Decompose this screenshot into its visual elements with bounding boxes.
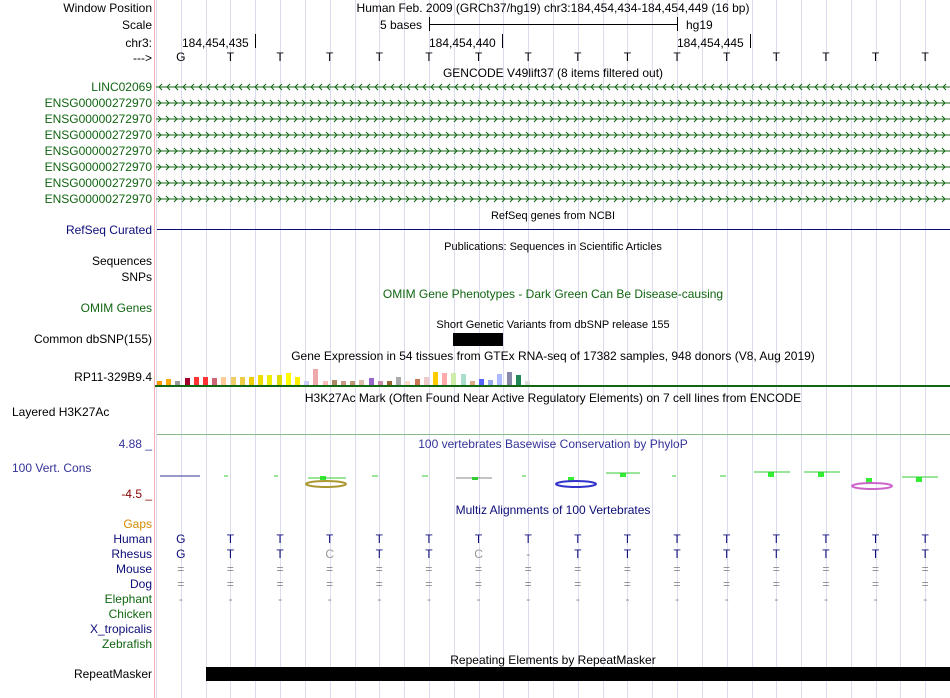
multiz-base: =: [872, 562, 880, 576]
gtex-track-title[interactable]: Gene Expression in 54 tissues from GTEx RNA-seq of 17382 samples, 948 donors (V8, Aug 2019): [291, 349, 815, 363]
publications-sequences-label[interactable]: Sequences: [91, 254, 152, 268]
gtex-tissue-bar[interactable]: [258, 375, 263, 385]
gencode-gene-arrows[interactable]: [156, 192, 950, 206]
multiz-base: =: [921, 577, 929, 591]
multiz-base: -: [724, 592, 729, 606]
multiz-base: -: [625, 592, 630, 606]
multiz-base: -: [923, 592, 928, 606]
gtex-tissue-bar[interactable]: [516, 375, 521, 385]
omim-track-title[interactable]: OMIM Gene Phenotypes - Dark Green Can Be Disease-causing: [382, 287, 724, 301]
multiz-base: =: [673, 562, 681, 576]
multiz-base: -: [327, 592, 332, 606]
multiz-base: T: [375, 532, 383, 546]
multiz-base: =: [177, 577, 185, 591]
multiz-base: =: [475, 562, 483, 576]
publications-track-title[interactable]: Publications: Sequences in Scientific Articles: [444, 241, 662, 253]
reference-base: T: [822, 50, 830, 64]
label-column-divider: [154, 0, 155, 698]
multiz-base: =: [723, 577, 731, 591]
multiz-base: =: [177, 562, 185, 576]
reference-base: T: [574, 50, 582, 64]
window-position-label: Window Position: [63, 1, 152, 15]
phylop-mark: [306, 481, 346, 487]
multiz-base: T: [574, 532, 582, 546]
multiz-base: T: [623, 532, 632, 546]
gtex-tissue-bar[interactable]: [497, 374, 502, 385]
gencode-gene-label[interactable]: LINC02069: [91, 80, 152, 94]
multiz-base: T: [375, 547, 383, 561]
multiz-species-label[interactable]: X_tropicalis: [89, 622, 152, 636]
reference-base: T: [921, 50, 929, 64]
scale-bases-text: 5 bases: [380, 18, 423, 32]
gencode-gene-label[interactable]: ENSG00000272970: [44, 144, 152, 158]
multiz-base: -: [377, 592, 382, 606]
scale-bar: [429, 17, 678, 31]
gtex-tissue-bar[interactable]: [267, 375, 272, 385]
multiz-base: =: [326, 562, 334, 576]
multiz-base: =: [276, 577, 284, 591]
gtex-gene-extent-line: [155, 385, 950, 387]
multiz-base: =: [375, 577, 383, 591]
multiz-base: =: [921, 562, 929, 576]
multiz-base: T: [871, 547, 880, 561]
reference-base: T: [673, 50, 681, 64]
multiz-base: =: [375, 562, 383, 576]
phylop-mark: [916, 477, 922, 482]
gtex-tissue-bar[interactable]: [277, 375, 282, 385]
multiz-base: T: [276, 547, 284, 561]
multiz-base: =: [574, 562, 582, 576]
gtex-tissue-bar[interactable]: [249, 377, 254, 385]
multiz-base: T: [226, 547, 235, 561]
gtex-tissue-bar[interactable]: [221, 377, 226, 385]
multiz-base: T: [921, 547, 929, 561]
multiz-track-title[interactable]: Multiz Alignments of 100 Vertebrates: [455, 503, 651, 517]
h3k27ac-track-title[interactable]: H3K27Ac Mark (Often Found Near Active Regulatory Elements) on 7 cell lines from ENCODE: [304, 391, 802, 405]
gencode-gene-label[interactable]: ENSG00000272970: [44, 128, 152, 142]
multiz-base: T: [772, 532, 780, 546]
multiz-base: -: [178, 592, 183, 606]
multiz-base: T: [921, 532, 929, 546]
multiz-base: T: [673, 532, 681, 546]
multiz-base: T: [723, 532, 731, 546]
repeatmasker-element-block[interactable]: [206, 667, 950, 681]
phylop-mark: [620, 473, 626, 477]
multiz-base: =: [276, 562, 284, 576]
gtex-tissue-bar[interactable]: [461, 374, 466, 385]
publications-snps-label[interactable]: SNPs: [121, 270, 152, 284]
gtex-tissue-bar[interactable]: [231, 377, 236, 385]
phylop-max-value: 4.88 _: [118, 437, 152, 451]
gtex-tissue-bar[interactable]: [433, 372, 438, 385]
reference-base: T: [226, 50, 235, 64]
phylop-track-label[interactable]: 100 Vert. Cons: [12, 461, 92, 475]
gtex-tissue-bar[interactable]: [194, 377, 199, 385]
multiz-base: =: [772, 562, 780, 576]
multiz-base: -: [526, 547, 531, 561]
multiz-base: G: [176, 547, 186, 561]
multiz-species-label[interactable]: Rhesus: [111, 547, 152, 561]
multiz-base: T: [574, 547, 582, 561]
reference-base: T: [871, 50, 880, 64]
multiz-base: T: [623, 547, 632, 561]
reference-base: T: [326, 50, 334, 64]
position-tick-mark-3: [750, 34, 751, 48]
h3k27ac-baseline: [157, 434, 950, 435]
reference-base: T: [524, 50, 532, 64]
multiz-base: T: [673, 547, 681, 561]
dbsnp-track-label[interactable]: Common dbSNP(155): [33, 332, 152, 346]
reference-base: T: [425, 50, 433, 64]
multiz-base: =: [673, 577, 681, 591]
phylop-mark: [768, 472, 774, 477]
phylop-mark: [556, 481, 596, 487]
multiz-base: =: [822, 562, 830, 576]
multiz-base: =: [226, 562, 234, 576]
multiz-base: T: [772, 547, 780, 561]
gtex-tissue-bar[interactable]: [203, 377, 208, 385]
multiz-base: -: [278, 592, 283, 606]
gencode-gene-arrows[interactable]: [156, 96, 950, 110]
multiz-base: =: [524, 577, 532, 591]
repeatmasker-track-label[interactable]: RepeatMasker: [73, 667, 152, 681]
gtex-tissue-bar[interactable]: [185, 378, 190, 385]
phylop-min-value: -4.5 _: [121, 487, 152, 501]
gtex-tissue-bar[interactable]: [424, 377, 429, 385]
dbsnp-variant-block[interactable]: [453, 333, 503, 346]
position-tick-mark-2: [502, 34, 503, 48]
multiz-base: C: [474, 547, 483, 561]
multiz-base: T: [474, 532, 483, 546]
multiz-base: =: [574, 577, 582, 591]
position-tick-2: 184,454,440: [429, 36, 496, 50]
multiz-base: =: [772, 577, 780, 591]
multiz-base: T: [276, 532, 284, 546]
multiz-base: =: [226, 577, 234, 591]
phylop-conservation-plot[interactable]: [156, 465, 950, 495]
repeatmasker-track-title[interactable]: Repeating Elements by RepeatMasker: [450, 653, 656, 667]
reference-base: T: [772, 50, 780, 64]
reference-base: T: [375, 50, 383, 64]
multiz-base: =: [723, 562, 731, 576]
reference-base: T: [723, 50, 731, 64]
scale-label: Scale: [121, 18, 152, 32]
gencode-gene-arrows[interactable]: [156, 112, 950, 126]
gencode-gene-label[interactable]: ENSG00000272970: [44, 96, 152, 110]
multiz-base: =: [872, 577, 880, 591]
gencode-gene-label[interactable]: ENSG00000272970: [44, 192, 152, 206]
multiz-species-label[interactable]: Zebrafish: [101, 637, 152, 651]
gencode-gene-arrows[interactable]: [156, 144, 950, 158]
reference-base: T: [276, 50, 284, 64]
reference-base: T: [623, 50, 632, 64]
chromosome-label: chr3:: [125, 36, 152, 50]
multiz-base: T: [326, 532, 334, 546]
gencode-gene-arrows[interactable]: [156, 160, 950, 174]
omim-track-label[interactable]: OMIM Genes: [80, 301, 152, 315]
gtex-tissue-bar[interactable]: [313, 369, 318, 385]
gtex-tissue-bar[interactable]: [396, 377, 401, 385]
reference-base: T: [474, 50, 483, 64]
window-position-value: Human Feb. 2009 (GRCh37/hg19) chr3:184,454,434-184,454,449 (16 bp): [356, 1, 750, 15]
position-tick-3: 184,454,445: [677, 36, 744, 50]
scale-assembly-text: hg19: [686, 18, 713, 32]
multiz-species-label[interactable]: Human: [113, 532, 152, 546]
gtex-tissue-bar[interactable]: [507, 372, 512, 385]
multiz-base: T: [425, 532, 433, 546]
gtex-tissue-bar[interactable]: [295, 377, 300, 385]
multiz-base: =: [326, 577, 334, 591]
gtex-tissue-bar[interactable]: [240, 377, 245, 385]
multiz-base: -: [873, 592, 878, 606]
refseq-track-label[interactable]: RefSeq Curated: [65, 223, 152, 237]
multiz-base: =: [623, 562, 631, 576]
multiz-gaps-label[interactable]: Gaps: [123, 517, 152, 531]
position-tick-mark-1: [255, 34, 256, 48]
multiz-base: G: [176, 532, 186, 546]
multiz-base: T: [822, 532, 830, 546]
multiz-base: =: [475, 577, 483, 591]
multiz-base: -: [228, 592, 233, 606]
multiz-species-label[interactable]: Elephant: [104, 592, 152, 606]
gtex-tissue-bar[interactable]: [286, 373, 291, 385]
multiz-species-label[interactable]: Dog: [129, 577, 152, 591]
multiz-base: T: [723, 547, 731, 561]
multiz-base: =: [623, 577, 631, 591]
refseq-gene-line[interactable]: [157, 229, 950, 230]
multiz-species-label[interactable]: Mouse: [115, 562, 152, 576]
gencode-gene-arrows[interactable]: [156, 176, 950, 190]
gtex-track-label[interactable]: RP11-329B9.4: [74, 370, 152, 384]
phylop-mark: [472, 477, 478, 480]
gtex-tissue-bar[interactable]: [442, 373, 447, 385]
gtex-tissue-bar[interactable]: [212, 378, 217, 385]
multiz-base: -: [823, 592, 828, 606]
multiz-species-label[interactable]: Chicken: [108, 607, 152, 621]
multiz-base: T: [822, 547, 830, 561]
multiz-base: T: [226, 532, 235, 546]
dbsnp-track-title[interactable]: Short Genetic Variants from dbSNP release 155: [436, 319, 670, 331]
phylop-track-title[interactable]: 100 vertebrates Basewise Conservation by PhyloP: [418, 437, 688, 451]
multiz-base: -: [476, 592, 481, 606]
gencode-gene-label[interactable]: ENSG00000272970: [44, 112, 152, 126]
reference-base: G: [176, 50, 186, 64]
multiz-base: T: [425, 547, 433, 561]
gencode-gene-arrows[interactable]: [156, 80, 950, 94]
multiz-base: =: [524, 562, 532, 576]
multiz-base: -: [774, 592, 779, 606]
multiz-base: =: [425, 577, 433, 591]
multiz-base: -: [675, 592, 680, 606]
gtex-tissue-bar[interactable]: [369, 378, 374, 385]
multiz-base: -: [526, 592, 531, 606]
multiz-base: -: [575, 592, 580, 606]
gtex-tissue-bar[interactable]: [451, 373, 456, 385]
refseq-track-title[interactable]: RefSeq genes from NCBI: [490, 210, 616, 222]
gencode-gene-label[interactable]: ENSG00000272970: [44, 160, 152, 174]
strand-label: --->: [133, 51, 152, 65]
multiz-base: T: [871, 532, 880, 546]
position-tick-1: 184,454,435: [182, 36, 249, 50]
phylop-mark: [818, 472, 824, 477]
multiz-base: =: [425, 562, 433, 576]
phylop-mark: [852, 483, 892, 489]
multiz-base: C: [325, 547, 335, 561]
gencode-track-title[interactable]: GENCODE V49lift37 (8 items filtered out): [442, 66, 664, 80]
multiz-base: =: [822, 577, 830, 591]
h3k27ac-track-label[interactable]: Layered H3K27Ac: [12, 405, 110, 419]
gencode-gene-arrows[interactable]: [156, 128, 950, 142]
gencode-gene-label[interactable]: ENSG00000272970: [44, 176, 152, 190]
multiz-base: -: [426, 592, 431, 606]
multiz-base: T: [524, 532, 532, 546]
